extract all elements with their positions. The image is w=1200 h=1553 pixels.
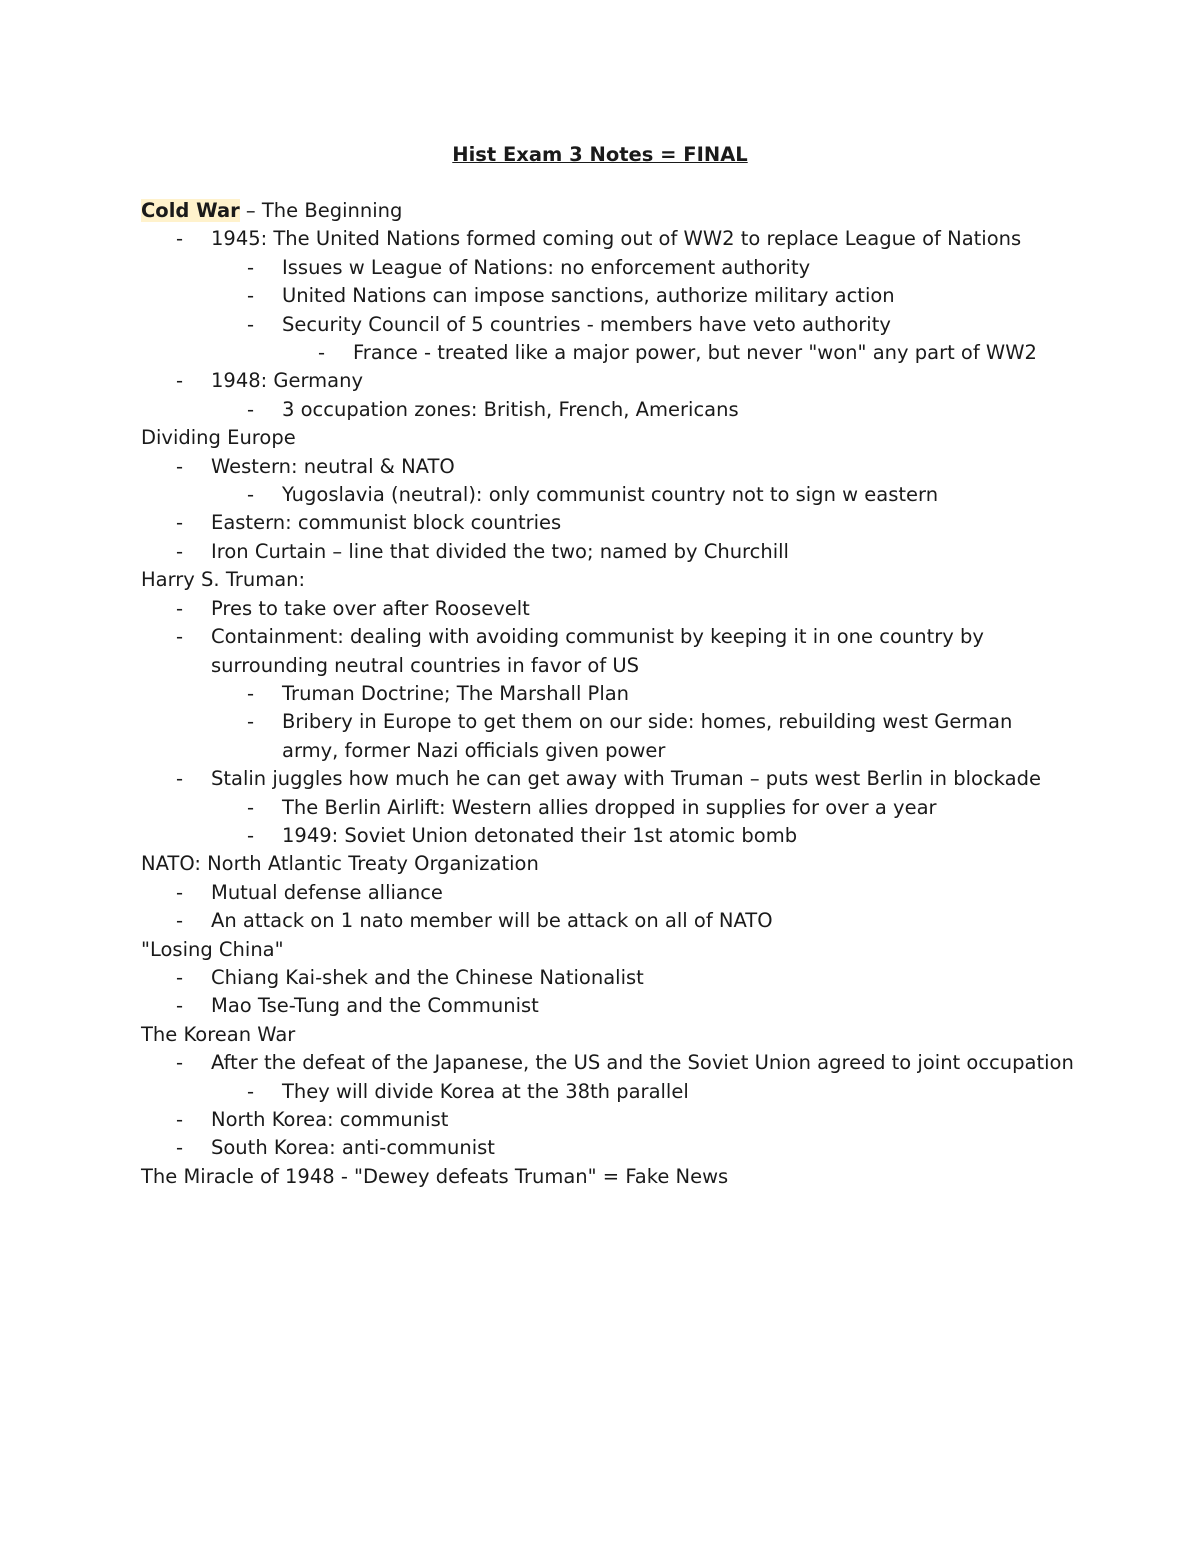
- list-item-text: France - treated like a major power, but never "won" any part of WW2: [353, 341, 1037, 365]
- list-item-text: Mao Tse-Tung and the Communist: [211, 994, 539, 1018]
- highlighted-term: Cold War: [141, 199, 240, 222]
- list-item-text: Mutual defense alliance: [211, 880, 443, 904]
- section-heading-miracle-1948: The Miracle of 1948 - "Dewey defeats Truman" = Fake News: [141, 1164, 729, 1188]
- bullet-dash: -: [176, 625, 184, 649]
- list-item-text: South Korea: anti-communist: [211, 1136, 495, 1160]
- bullet-dash: -: [176, 1051, 184, 1075]
- bullet-dash: -: [247, 1079, 255, 1103]
- section-heading-truman: Harry S. Truman:: [141, 568, 306, 592]
- list-item-text: Western: neutral & NATO: [211, 454, 455, 478]
- list-item-text: Bribery in Europe to get them on our side: homes, rebuilding west German army, former Nazi officials given power: [282, 710, 1013, 762]
- bullet-dash: -: [176, 511, 184, 535]
- list-item: [141, 623, 1031, 680]
- bullet-dash: -: [247, 255, 255, 279]
- bullet-dash: -: [176, 880, 184, 904]
- list-item: [141, 311, 1081, 339]
- list-item: [141, 339, 1081, 367]
- document-body: [141, 197, 1081, 1191]
- list-item-text: 1948: Germany: [211, 369, 364, 393]
- bullet-dash: -: [247, 483, 255, 507]
- list-item: [141, 879, 1081, 907]
- bullet-dash: -: [176, 909, 184, 933]
- list-item: [141, 396, 1081, 424]
- list-item: [141, 282, 1081, 310]
- list-item: [141, 794, 1081, 822]
- list-item-text: An attack on 1 nato member will be attack on all of NATO: [211, 909, 773, 933]
- list-item: [141, 225, 1081, 253]
- document-title: Hist Exam 3 Notes = FINAL: [452, 143, 748, 166]
- bullet-dash: -: [318, 341, 326, 365]
- list-item: [141, 708, 1057, 765]
- section-heading-nato: NATO: North Atlantic Treaty Organization: [141, 852, 539, 876]
- list-item: [141, 992, 1081, 1020]
- list-item: [141, 1049, 1081, 1077]
- bullet-dash: -: [176, 1108, 184, 1131]
- list-item: [141, 907, 1081, 935]
- list-item: [141, 453, 1081, 481]
- section-heading-cold-war: [141, 197, 1081, 225]
- list-item-text: The Berlin Airlift: Western allies dropped in supplies for over a year: [282, 795, 937, 819]
- bullet-dash: -: [247, 312, 255, 336]
- list-item-text: Yugoslavia (neutral): only communist country not to sign w eastern: [282, 483, 939, 507]
- bullet-dash: -: [247, 681, 255, 705]
- list-item-text: After the defeat of the Japanese, the US and the Soviet Union agreed to joint occupation: [211, 1051, 1074, 1075]
- list-item: [141, 1078, 1081, 1106]
- bullet-dash: -: [176, 454, 184, 478]
- bullet-dash: -: [176, 369, 184, 393]
- list-item: [141, 680, 1081, 708]
- heading-text: – The Beginning: [239, 199, 403, 222]
- list-item: [141, 1106, 1081, 1134]
- list-item-text: Stalin juggles how much he can get away with Truman – puts west Berlin in blockade: [211, 767, 1041, 791]
- list-item-text: Iron Curtain – line that divided the two; named by Churchill: [211, 539, 789, 563]
- bullet-dash: -: [247, 823, 255, 847]
- list-item: [141, 538, 1081, 566]
- list-item-text: Chiang Kai-shek and the Chinese Nationalist: [211, 965, 644, 989]
- list-item-text: North Korea: communist: [211, 1108, 449, 1131]
- list-item: [141, 822, 1081, 850]
- list-item: [141, 367, 1081, 395]
- bullet-dash: -: [247, 795, 255, 819]
- bullet-dash: -: [176, 1136, 184, 1160]
- section-heading-losing-china: "Losing China": [141, 937, 284, 961]
- bullet-dash: -: [176, 767, 184, 791]
- bullet-dash: -: [247, 284, 255, 308]
- bullet-dash: -: [247, 710, 255, 734]
- list-item-text: 3 occupation zones: British, French, Americans: [282, 397, 739, 421]
- list-item-text: Containment: dealing with avoiding communist by keeping it in one country by surrounding neutral countries in favor of US: [211, 625, 984, 677]
- list-item-text: United Nations can impose sanctions, authorize military action: [282, 284, 895, 308]
- list-item: [141, 509, 1081, 537]
- list-item: [141, 595, 1081, 623]
- section-heading-dividing-europe: Dividing Europe: [141, 426, 296, 450]
- bullet-dash: -: [176, 994, 184, 1018]
- list-item-text: Issues w League of Nations: no enforcement authority: [282, 255, 811, 279]
- list-item: [141, 481, 1081, 509]
- bullet-dash: -: [176, 596, 184, 620]
- list-item: [141, 964, 1081, 992]
- list-item-text: Security Council of 5 countries - members have veto authority: [282, 312, 891, 336]
- list-item-text: 1949: Soviet Union detonated their 1st atomic bomb: [282, 823, 798, 847]
- list-item-text: Truman Doctrine; The Marshall Plan: [282, 681, 630, 705]
- list-item-text: Pres to take over after Roosevelt: [211, 596, 530, 620]
- bullet-dash: -: [176, 539, 184, 563]
- list-item: [141, 1134, 1081, 1162]
- bullet-dash: -: [176, 227, 184, 251]
- list-item-text: 1945: The United Nations formed coming out of WW2 to replace League of Nations: [211, 227, 1022, 251]
- list-item-text: Eastern: communist block countries: [211, 511, 562, 535]
- section-heading-korean-war: The Korean War: [141, 1022, 296, 1046]
- list-item: [141, 254, 1081, 282]
- list-item-text: They will divide Korea at the 38th parallel: [282, 1079, 689, 1103]
- list-item: [141, 765, 1081, 793]
- bullet-dash: -: [176, 965, 184, 989]
- bullet-dash: -: [247, 397, 255, 421]
